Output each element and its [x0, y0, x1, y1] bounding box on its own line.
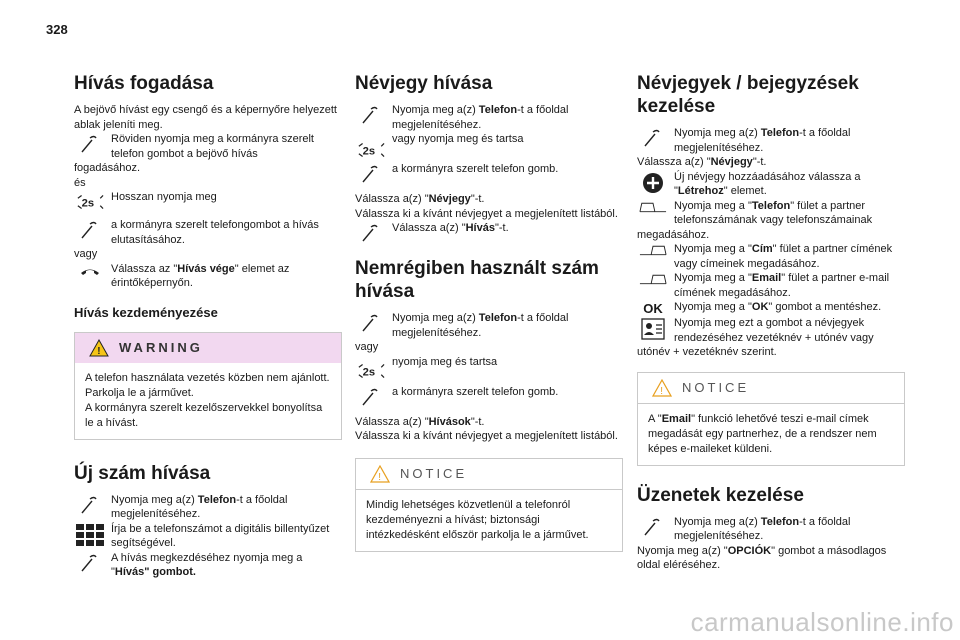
add-circle-icon	[639, 172, 667, 194]
step-create: Új névjegy hozzáadásához válassza a "Létrehoz" elemet.	[637, 170, 905, 199]
step-open-phone: Nyomja meg a(z) Telefon-t a főoldal megjelenítéséhez.	[355, 103, 623, 132]
notice-box: ! NOTICE Mindig lehetséges közvetlenül a telefonról kezdeményezni a hívást; biztonsági intézkedésként először parkolja le a járművet.	[355, 458, 623, 552]
svg-text:!: !	[660, 385, 667, 397]
press-finger-icon	[357, 164, 385, 186]
press-finger-icon	[76, 553, 104, 575]
section-title-manage-contacts: Névjegyek / bejegyzések kezelése	[637, 73, 859, 117]
press-finger-icon	[357, 313, 385, 335]
section-title-receive-call: Hívás fogadása	[74, 73, 214, 94]
warning-title: WARNING	[119, 340, 203, 355]
column-2: Névjegy hívása Nyomja meg a(z) Telefon-t a főoldal megjelenítéséhez. 2s vagy nyomja meg és tartsa a kormányra szerelt telefon gomb. Válassza a(z) "Névjegy"-t. Válassza ki a kívánt névjegyet a megjelenített listából. Válassza a(z) "Hívás"-t. Nemrégiben használt szám hívása Nyomja meg a(z) Telefon-t a főoldal megjelenítéséhez. vagy 2s nyomja meg és tartsa a kormányra szerelt telefon gomb. Válassza a(z) "Hívások"-t. Válassza ki a kívánt névjegyet a megjelenített listából. ! NOTICE Mindig lehetséges közvetlenül a telefonról kezdeményezni a hívást; biztonsági intézkedésként először parkolja le a járművet.	[355, 62, 623, 564]
svg-text:!: !	[378, 471, 385, 483]
keypad-icon	[76, 524, 104, 546]
press-finger-icon	[357, 105, 385, 127]
notice-title: NOTICE	[400, 466, 468, 481]
step-long-press: 2s vagy nyomja meg és tartsa	[355, 132, 623, 156]
page-number: 328	[46, 22, 68, 37]
step-end-call: Válassza az "Hívás vége" elemet az érintőképernyőn.	[74, 262, 342, 291]
step-long-press: 2s nyomja meg és tartsa	[355, 355, 623, 379]
step-dial: Írja be a telefonszámot a digitális billentyűzet segítségével.	[74, 522, 342, 551]
press-finger-icon	[76, 220, 104, 242]
press-finger-icon	[639, 517, 667, 539]
notice-title: NOTICE	[682, 380, 750, 395]
section-title-messages: Üzenetek kezelése	[637, 484, 804, 506]
press-finger-icon	[357, 387, 385, 409]
warning-icon	[89, 339, 109, 357]
tab-icon	[639, 273, 667, 295]
notice-icon	[370, 465, 390, 483]
step-steering-button: a kormányra szerelt telefon gomb.	[355, 162, 623, 188]
long-press-2s-icon	[76, 192, 104, 214]
subtitle-make-call: Hívás kezdeményezése	[74, 304, 218, 320]
column-1: Hívás fogadása A bejövő hívást egy csengő és a képernyőre helyezett ablak jeleníti meg. Röviden nyomja meg a kormányra szerelt telefon gombot a bejövő hívás fogadásához. és 2s Hosszan nyomja meg a kormányra szerelt telefongombot a hívás elutasításához. vagy Válassza az "Hívás vége" elemet az érintőképernyőn. Hívás kezdeményezése ! WARNING A telefon használata vezetés közben nem ajánlott. Parkolja le a járművet. A kormányra szerelt kezelőszervekkel bonyolítsa le a hívást. Új szám hívása Nyomja meg a(z) Telefon-t a főoldal megjelenítéséhez. Írja be a telefonszámot a digitális billentyűzet segítségével. A hívás megkezdéséhez nyomja meg a "Hívás" gombot.	[74, 62, 342, 580]
svg-text:2s: 2s	[81, 197, 95, 210]
notice-icon	[652, 379, 672, 397]
step-steering-button: a kormányra szerelt telefon gomb.	[355, 385, 623, 411]
section-title-new-number: Új szám hívása	[74, 462, 211, 484]
step-email-tab: Nyomja meg a "Email" fület a partner e-mail címének megadásához.	[637, 271, 905, 300]
step-call: Válassza a(z) "Hívás"-t.	[355, 221, 623, 237]
column-3: Névjegyek / bejegyzések kezelése Nyomja meg a(z) Telefon-t a főoldal megjelenítéséhez. Válassza a(z) "Névjegy"-t. Új névjegy hozzáadásához válassza a "Létrehoz" elemet. Nyomja meg a "Telefon" fület a partner telefonszámának vagy telefonszámainak megadásához. Nyomja meg a "Cím" fület a partner címének vagy címeinek megadásához. Nyomja meg a "Email" fület a partner e-mail címének megadásához. OK Nyomja meg a "OK" gombot a mentéshez. Nyomja meg ezt a gombot a névjegyek rendezéséhez vezetéknév + utónév vagy utónév + vezetéknév szerint. ! NOTICE A "Email" funkció lehetővé teszi e-mail címek megadását egy partnerhez, de a rendszer nem képes e-maileket küldeni. Üzenetek kezelése Nyomja meg a(z) Telefon-t a főoldal megjelenítéséhez. Nyomja meg a(z) "OPCIÓK" gombot a másodlagos oldal eléréséhez.	[637, 62, 905, 573]
step-ok: OK Nyomja meg a "OK" gombot a mentéshez.	[637, 300, 905, 316]
hang-up-icon	[76, 264, 104, 286]
step-address-tab: Nyomja meg a "Cím" fület a partner címének vagy címeinek megadásához.	[637, 242, 905, 271]
section-title-recent-call: Nemrégiben használt szám hívása	[355, 258, 599, 302]
step-open-phone: Nyomja meg a(z) Telefon-t a főoldal megjelenítéséhez.	[74, 493, 342, 522]
long-press-2s-icon	[357, 134, 385, 156]
tab-icon	[639, 244, 667, 266]
notice-box: ! NOTICE A "Email" funkció lehetővé teszi e-mail címek megadását egy partnerhez, de a rendszer nem képes e-maileket küldeni.	[637, 372, 905, 466]
press-finger-icon	[76, 495, 104, 517]
step-open-phone: Nyomja meg a(z) Telefon-t a főoldal megjelenítéséhez.	[637, 126, 905, 155]
tab-icon	[639, 201, 667, 223]
page-header	[0, 0, 960, 50]
step-open-phone: Nyomja meg a(z) Telefon-t a főoldal megjelenítéséhez.	[355, 311, 623, 340]
step-open-phone: Nyomja meg a(z) Telefon-t a főoldal megjelenítéséhez.	[637, 515, 905, 544]
step-phone-tab: Nyomja meg a "Telefon" fület a partner telefonszámának vagy telefonszámainak	[637, 199, 905, 228]
sort-contacts-icon	[639, 318, 667, 340]
step-short-press: Röviden nyomja meg a kormányra szerelt telefon gombot a bejövő hívás	[74, 132, 342, 161]
press-finger-icon	[76, 134, 104, 156]
press-finger-icon	[639, 128, 667, 150]
intro-text: A bejövő hívást egy csengő és a képernyőre helyezett ablak jeleníti meg.	[74, 104, 337, 131]
svg-text:2s: 2s	[362, 145, 376, 158]
section-title-contact-call: Névjegy hívása	[355, 73, 493, 94]
step-reject: a kormányra szerelt telefongombot a hívás elutasításához.	[74, 218, 342, 247]
step-sort: Nyomja meg ezt a gombot a névjegyek rendezéséhez vezetéknév + utónév vagy	[637, 316, 905, 345]
svg-text:!: !	[97, 345, 104, 357]
ok-label: OK	[643, 301, 663, 316]
step-start-call: A hívás megkezdéséhez nyomja meg a "Hívás" gombot.	[74, 551, 342, 580]
long-press-2s-icon	[357, 357, 385, 379]
press-finger-icon	[357, 223, 385, 245]
svg-text:2s: 2s	[362, 366, 376, 379]
step-long-press: 2s Hosszan nyomja meg	[74, 190, 342, 212]
watermark: carmanualsonline.info	[690, 607, 954, 637]
warning-box: ! WARNING A telefon használata vezetés közben nem ajánlott. Parkolja le a járművet. A kormányra szerelt kezelőszervekkel bonyolítsa le a hívást.	[74, 332, 342, 440]
